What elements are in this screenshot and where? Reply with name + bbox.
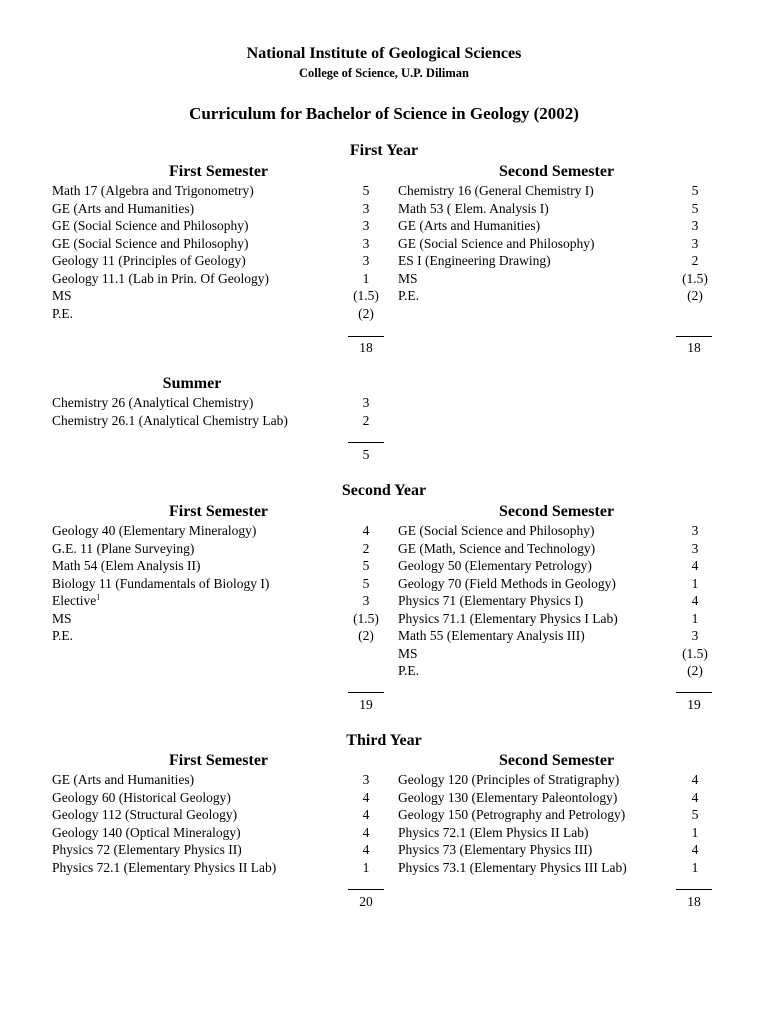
course-row — [52, 287, 392, 305]
course-name: P.E. — [398, 663, 420, 678]
course-row — [398, 557, 728, 575]
course-units: 2 — [362, 412, 370, 428]
y1-summer — [52, 374, 392, 429]
y1-second-semester — [398, 162, 728, 305]
course-row — [52, 270, 392, 288]
course-name: GE (Social Science and Philosophy) — [398, 523, 595, 538]
college-name: College of Science, U.P. Diliman — [298, 66, 469, 80]
course-name: P.E. — [398, 288, 420, 303]
course-name: GE (Social Science and Philosophy) — [398, 235, 595, 251]
course-name: GE (Social Science and Philosophy) — [52, 218, 249, 233]
course-name: Math 17 (Algebra and Trigonometry) — [52, 183, 254, 198]
course-units: 3 — [691, 523, 699, 538]
course-units: 3 — [362, 235, 370, 251]
course-name: Geology 50 (Elementary Petrology) — [398, 558, 592, 573]
course-units: 3 — [362, 395, 370, 410]
course-name: Geology 112 (Structural Geology) — [52, 807, 238, 822]
footnote-marker: 1 — [96, 592, 101, 602]
course-name: Chemistry 26.1 (Analytical Chemistry Lab) — [52, 412, 288, 428]
course-row — [52, 252, 392, 270]
semester-heading: Second Semester — [498, 503, 615, 520]
course-units: 4 — [691, 558, 699, 573]
course-name-text: Elective — [52, 593, 97, 608]
semester-total: 18 — [687, 894, 701, 909]
course-name: Physics 73 (Elementary Physics III) — [398, 842, 593, 857]
course-units: (1.5) — [682, 270, 708, 286]
course-row — [52, 235, 392, 253]
course-row — [398, 627, 728, 645]
course-row — [52, 305, 392, 323]
course-row — [398, 806, 728, 824]
course-row — [52, 557, 392, 575]
course-units: 1 — [362, 270, 370, 286]
course-units: (2) — [687, 663, 703, 678]
course-row — [52, 771, 392, 789]
total-rule — [348, 889, 384, 890]
course-units: 4 — [362, 824, 370, 840]
course-name: Physics 72.1 (Elem Physics II Lab) — [398, 824, 589, 840]
total-rule — [348, 336, 384, 337]
course-row — [52, 592, 392, 610]
course-name: Geology 11.1 (Lab in Prin. Of Geology) — [52, 270, 269, 286]
course-row — [398, 771, 728, 789]
course-name: Geology 130 (Elementary Paleontology) — [398, 789, 618, 805]
course-row — [52, 627, 392, 645]
summer-heading: Summer — [162, 375, 222, 392]
course-units: 2 — [691, 253, 699, 268]
course-units: 3 — [691, 540, 699, 556]
course-row — [52, 859, 392, 877]
total-rule — [676, 692, 712, 693]
course-units: 4 — [362, 842, 370, 857]
course-name: Math 54 (Elem Analysis II) — [52, 558, 201, 573]
course-row — [398, 824, 728, 842]
course-name: Geology 120 (Principles of Stratigraphy) — [398, 772, 620, 787]
course-units: 5 — [691, 807, 699, 822]
course-units: 3 — [691, 235, 699, 251]
course-name: Physics 73.1 (Elementary Physics III Lab) — [398, 859, 627, 875]
course-name: Math 55 (Elementary Analysis III) — [398, 628, 585, 643]
course-units: 5 — [362, 558, 370, 573]
course-name: MS — [398, 270, 418, 286]
course-name: Geology 60 (Historical Geology) — [52, 789, 231, 805]
course-row — [52, 841, 392, 859]
course-units: 3 — [362, 772, 370, 787]
y3-first-semester — [52, 751, 392, 876]
course-row — [52, 217, 392, 235]
semester-total: 20 — [359, 894, 373, 909]
course-name: GE (Arts and Humanities) — [52, 200, 195, 216]
semester-heading: First Semester — [168, 503, 269, 520]
course-units: 1 — [691, 575, 699, 591]
course-name: P.E. — [52, 628, 74, 643]
course-row — [52, 540, 392, 558]
course-row — [52, 394, 392, 412]
course-name: GE (Arts and Humanities) — [398, 218, 541, 233]
course-units: 4 — [362, 523, 370, 538]
curriculum-title: Curriculum for Bachelor of Science in Geology (2002) — [189, 104, 579, 123]
course-row — [398, 575, 728, 593]
course-units: 4 — [691, 842, 699, 857]
course-units: (2) — [358, 305, 374, 321]
semester-total: 18 — [687, 340, 701, 355]
semester-total: 19 — [687, 697, 701, 712]
course-units: (2) — [687, 288, 703, 303]
course-name: ES I (Engineering Drawing) — [398, 253, 551, 268]
course-name: Math 53 ( Elem. Analysis I) — [398, 200, 549, 216]
course-row — [398, 859, 728, 877]
course-units: (1.5) — [353, 610, 379, 626]
course-units: 5 — [362, 575, 370, 591]
course-units: 4 — [691, 593, 699, 608]
course-row — [52, 806, 392, 824]
summer-total: 5 — [362, 447, 370, 462]
course-row — [398, 645, 728, 663]
course-row — [52, 200, 392, 218]
course-units: (2) — [358, 628, 374, 643]
course-row — [398, 789, 728, 807]
course-units: 4 — [691, 789, 699, 805]
course-name: G.E. 11 (Plane Surveying) — [52, 540, 195, 556]
course-name: Geology 140 (Optical Mineralogy) — [52, 824, 241, 840]
total-rule — [676, 889, 712, 890]
course-name — [52, 592, 100, 610]
course-name: MS — [52, 288, 72, 303]
semester-heading: Second Semester — [498, 163, 615, 180]
semester-heading: First Semester — [168, 163, 269, 180]
course-units: (1.5) — [353, 288, 379, 303]
y2-second-semester — [398, 502, 728, 680]
y2-first-semester — [52, 502, 392, 645]
semester-heading: First Semester — [168, 752, 269, 769]
course-row — [398, 217, 728, 235]
course-units: 3 — [362, 253, 370, 268]
year-label-first: First Year — [349, 142, 419, 159]
course-name: Physics 72 (Elementary Physics II) — [52, 842, 242, 857]
course-row — [398, 200, 728, 218]
course-units: 3 — [362, 218, 370, 233]
course-row — [398, 182, 728, 200]
course-row — [398, 841, 728, 859]
course-row — [398, 540, 728, 558]
course-units: 4 — [362, 807, 370, 822]
course-name: Physics 71 (Elementary Physics I) — [398, 593, 584, 608]
semester-heading: Second Semester — [498, 752, 615, 769]
course-row — [398, 252, 728, 270]
total-rule — [348, 442, 384, 443]
course-row — [52, 182, 392, 200]
year-label-third: Third Year — [346, 732, 422, 749]
course-units: 1 — [362, 859, 370, 875]
course-units: 5 — [691, 183, 699, 198]
course-name: Chemistry 26 (Analytical Chemistry) — [52, 395, 254, 410]
course-name: Physics 72.1 (Elementary Physics II Lab) — [52, 859, 277, 875]
course-row — [52, 575, 392, 593]
course-units: 3 — [362, 200, 370, 216]
course-name: Biology 11 (Fundamentals of Biology I) — [52, 575, 270, 591]
course-row — [398, 522, 728, 540]
course-name: GE (Arts and Humanities) — [52, 772, 195, 787]
course-units: 1 — [691, 824, 699, 840]
total-rule — [348, 692, 384, 693]
institute-name: National Institute of Geological Sciences — [246, 45, 522, 62]
semester-total: 18 — [359, 340, 373, 355]
course-name: Geology 70 (Field Methods in Geology) — [398, 575, 616, 591]
course-name: Geology 11 (Principles of Geology) — [52, 253, 246, 268]
course-row — [52, 522, 392, 540]
course-row — [52, 824, 392, 842]
course-units: (1.5) — [682, 645, 708, 661]
semester-total: 19 — [359, 697, 373, 712]
course-name: Physics 71.1 (Elementary Physics I Lab) — [398, 610, 618, 626]
y1-first-semester — [52, 162, 392, 322]
course-row — [398, 662, 728, 680]
course-row — [398, 270, 728, 288]
course-row — [398, 235, 728, 253]
course-name: GE (Math, Science and Technology) — [398, 540, 596, 556]
y3-second-semester — [398, 751, 728, 876]
course-name: Geology 40 (Elementary Mineralogy) — [52, 523, 257, 538]
total-rule — [676, 336, 712, 337]
course-units: 4 — [362, 789, 370, 805]
course-units: 3 — [691, 218, 699, 233]
year-label-second: Second Year — [341, 482, 427, 499]
course-row — [52, 412, 392, 430]
course-name: Geology 150 (Petrography and Petrology) — [398, 807, 626, 822]
course-name: MS — [398, 645, 418, 661]
course-row — [398, 610, 728, 628]
course-row — [52, 610, 392, 628]
course-units: 2 — [362, 540, 370, 556]
course-row — [398, 287, 728, 305]
course-row — [52, 789, 392, 807]
course-name: Chemistry 16 (General Chemistry I) — [398, 183, 594, 198]
course-units: 1 — [691, 859, 699, 875]
course-units: 1 — [691, 610, 699, 626]
course-units: 3 — [362, 593, 370, 608]
course-name: P.E. — [52, 305, 74, 321]
course-units: 5 — [362, 183, 370, 198]
course-units: 3 — [691, 628, 699, 643]
course-name: MS — [52, 610, 72, 626]
course-units: 5 — [691, 200, 699, 216]
course-row — [398, 592, 728, 610]
course-name: GE (Social Science and Philosophy) — [52, 235, 249, 251]
course-units: 4 — [691, 772, 699, 787]
